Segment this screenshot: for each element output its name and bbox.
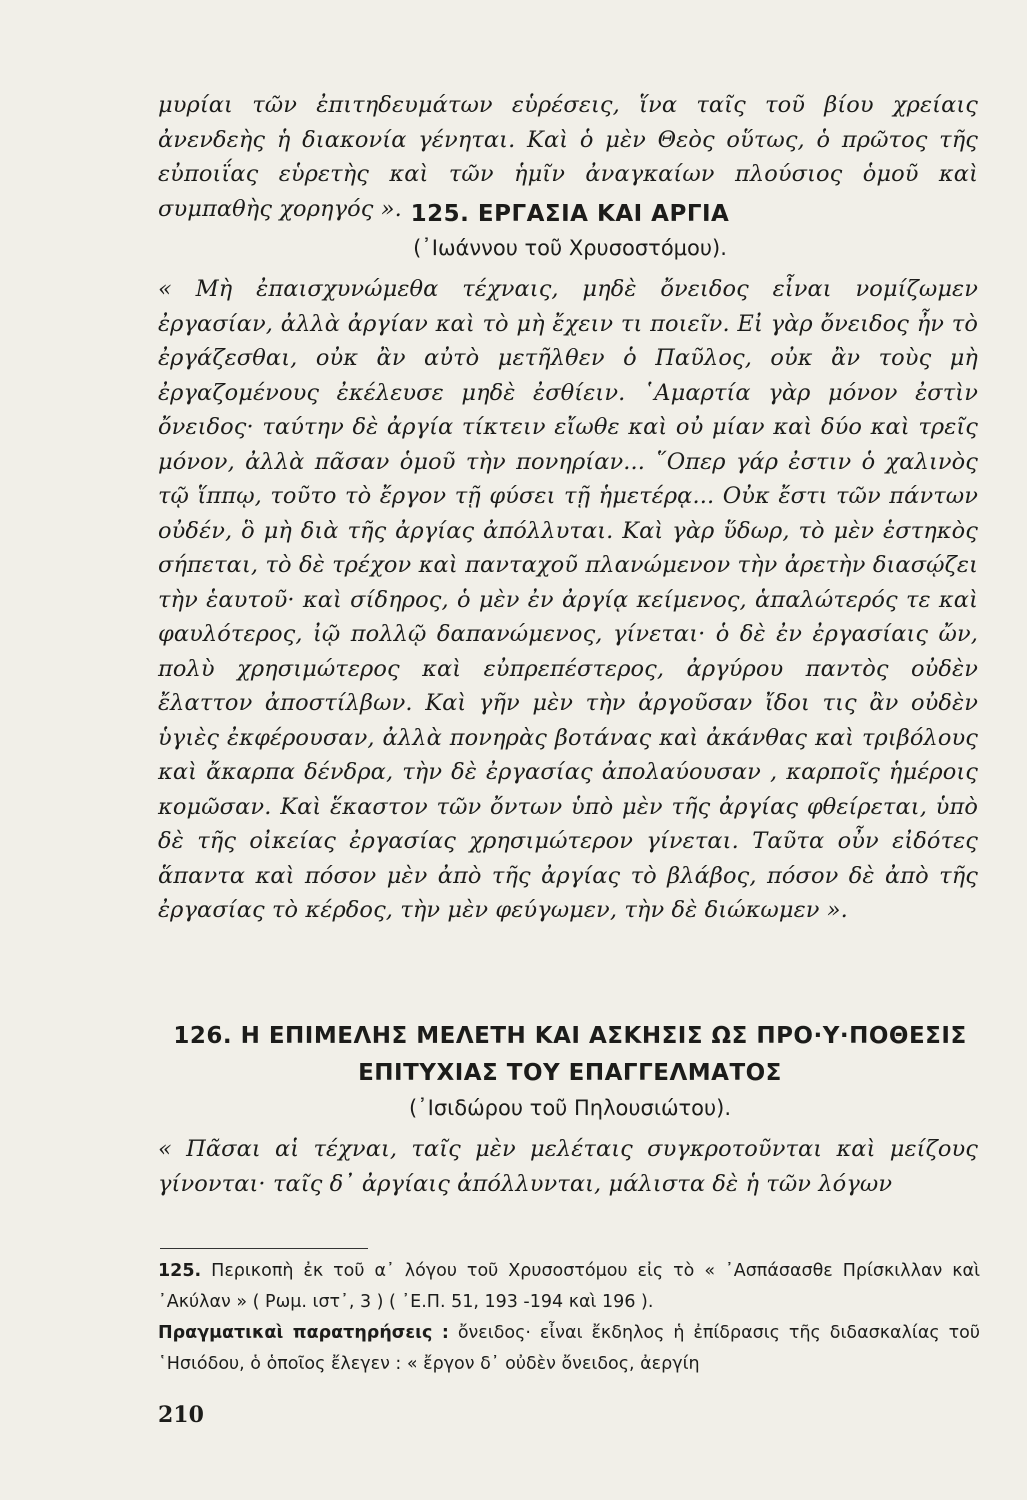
section-125-heading xyxy=(150,198,990,230)
footnote-notes-text: ὄνειδος· εἶναι ἔκδηλος ἡ ἐπίδρασις τῆς διδασκαλίας τοῦ ῾Ησιόδου, ὁ ὁποῖος ἔλεγεν : « ἔργον δ᾿ οὐδὲν ὄνειδος, ἀεργίη xyxy=(158,1323,980,1374)
section-126-number: 126. xyxy=(173,1023,233,1049)
section-126-text: « Πᾶσαι αἱ τέχναι, ταῖς μὲν μελέταις συγκροτοῦνται καὶ μείζους γίνονται· ταῖς δ᾿ ἀργίαις ἀπόλλυνται, μάλιστα δὲ ἡ τῶν λόγων xyxy=(158,1136,978,1197)
footnote-125-number: 125. xyxy=(158,1261,202,1281)
section-126-heading xyxy=(150,1020,990,1052)
section-125-title: ΕΡΓΑΣΙΑ ΚΑΙ ΑΡΓΙΑ xyxy=(477,201,730,227)
intro-paragraph: μυρίαι τῶν ἐπιτηδευμάτων εὑρέσεις, ἵνα ταῖς τοῦ βίου χρείαις ἀνενδεὴς ἡ διακονία γένηται. Καὶ ὁ μὲν Θεὸς οὕτως, ὁ πρῶτος τῆς εὐποιΐας εὑρετὴς καὶ τῶν ἡμῖν ἀναγκαίων πλούσιος ὁμοῦ καὶ συμπαθὴς χορηγός ». xyxy=(158,92,978,222)
section-125-author: (᾿Ιωάννου τοῦ Χρυσοστόμου). xyxy=(413,236,727,260)
footnote-125 xyxy=(158,1256,980,1318)
section-125-text: « Μὴ ἐπαισχυνώμεθα τέχναις, μηδὲ ὄνειδος εἶναι νομίζωμεν ἐργασίαν, ἀλλὰ ἀργίαν καὶ τὸ μὴ ἔχειν τι ποιεῖν. Εἰ γὰρ ὄνειδος ἦν τὸ ἐργάζεσθαι, οὐκ ἂν αὐτὸ μετῆλθεν ὁ Παῦλος, οὐκ ἂν τοὺς μὴ ἐργαζομένους ἐκέλευσε μηδὲ ἐσθίειν. ῾Αμαρτία γὰρ μόνον ἐστὶν ὄνειδος· ταύτην δὲ ἀργία τίκτειν εἴωθε καὶ οὐ μίαν καὶ δύο καὶ τρεῖς μόνον, ἀλλὰ πᾶσαν ὁμοῦ τὴν πονηρίαν... ῞Οπερ γάρ ἐστιν ὁ χαλινὸς τῷ ἵππῳ, τοῦτο τὸ ἔργον τῇ φύσει τῇ ἡμετέρᾳ... Οὐκ ἔστι τῶν πάντων οὐδέν, ὃ μὴ διὰ τῆς ἀργίας ἀπόλλυται. Καὶ γὰρ ὕδωρ, τὸ μὲν ἑστηκὸς σήπεται, τὸ δὲ τρέχον καὶ πανταχοῦ πλανώμενον τὴν ἀρετὴν διασῴζει τὴν ἑαυτοῦ· καὶ σίδηρος, ὁ μὲν ἐν ἀργίᾳ κείμενος, ἁπαλώτερός τε καὶ φαυλότερος, ἰῷ πολλῷ δαπανώμενος, γίνεται· ὁ δὲ ἐν ἐργασίαις ὤν, πολὺ χρησιμώτερος καὶ εὐπρεπέστερος, ἀργύρου παντὸς οὐδὲν ἔλαττον ἀποστίλβων. Καὶ γῆν μὲν τὴν ἀργοῦσαν ἴδοι τις ἂν οὐδὲν ὑγιὲς ἐκφέρουσαν, ἀλλὰ πονηρὰς βοτάνας καὶ ἀκάνθας καὶ τριβόλους καὶ ἄκαρπα δένδρα, τὴν δὲ ἐργασίας ἀπολαύουσαν , καρποῖς ἡμέροις κομῶσαν. Καὶ ἕκαστον τῶν ὄντων ὑπὸ μὲν τῆς ἀργίας φθείρεται, ὑπὸ δὲ τῆς οἰκείας ἐργασίας χρησιμώτερον γίνεται. Ταῦτα οὖν εἰδότες ἅπαντα καὶ πόσον μὲν ἀπὸ τῆς ἀργίας τὸ βλάβος, πόσον δὲ ἀπὸ τῆς ἐργασίας τὸ κέρδος, τὴν μὲν φεύγωμεν, τὴν δὲ διώκωμεν ». xyxy=(158,276,978,923)
footnote-notes xyxy=(158,1318,980,1380)
page-number: 210 xyxy=(158,1402,204,1428)
footnote-divider xyxy=(160,1248,368,1249)
section-126-title-line1: Η ΕΠΙΜΕΛΗΣ ΜΕΛΕΤΗ ΚΑΙ ΑΣΚΗΣΙΣ ΩΣ ΠΡΟ·Υ·ΠΟΘΕΣΙΣ xyxy=(240,1023,967,1049)
footnote-notes-label: Πραγματικαὶ παρατηρήσεις : xyxy=(158,1323,449,1343)
section-126-author: (᾿Ισιδώρου τοῦ Πηλουσιώτου). xyxy=(408,1096,732,1120)
section-125-number: 125. xyxy=(410,201,470,227)
footnote-125-text: Περικοπὴ ἐκ τοῦ α᾿ λόγου τοῦ Χρυσοστόμου εἰς τὸ « ᾿Ασπάσασθε Πρίσκιλλαν καὶ ᾿Ακύλαν » ( Ρωμ. ιστ᾿, 3 ) ( ᾿Ε.Π. 51, 193 -194 καὶ 196 ). xyxy=(158,1261,980,1312)
section-126-title-line2: ΕΠΙΤΥΧΙΑΣ ΤΟΥ ΕΠΑΓΓΕΛΜΑΤΟΣ xyxy=(358,1060,782,1086)
